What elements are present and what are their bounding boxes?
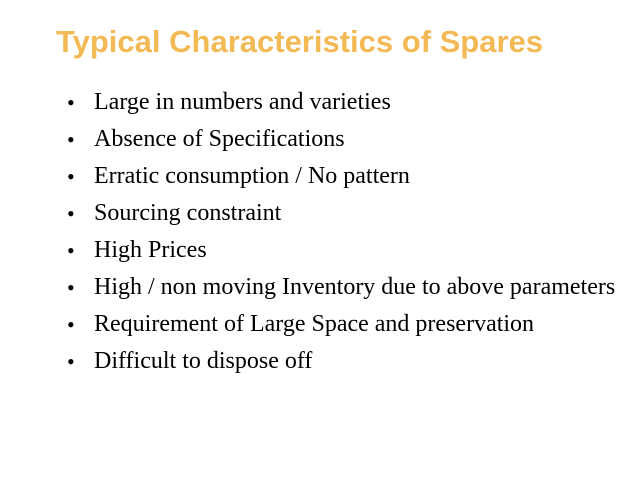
slide-title: Typical Characteristics of Spares [56, 24, 544, 59]
bullet-icon: • [67, 275, 75, 300]
list-item-text: High / non moving Inventory due to above parameters [94, 274, 616, 300]
list-item [60, 273, 620, 302]
list-item [60, 162, 620, 191]
bullet-icon: • [67, 127, 75, 152]
bullet-icon: • [67, 349, 75, 374]
list-item-text: High Prices [94, 237, 207, 263]
list-item [60, 125, 620, 154]
bullet-list [60, 88, 620, 384]
list-item [60, 199, 620, 228]
list-item-text: Absence of Specifications [94, 126, 345, 152]
bullet-icon: • [67, 238, 75, 263]
list-item-text: Large in numbers and varieties [94, 89, 391, 115]
list-item [60, 347, 620, 376]
list-item-text: Difficult to dispose off [94, 348, 313, 374]
list-item [60, 310, 620, 339]
list-item-text: Erratic consumption / No pattern [94, 163, 410, 189]
bullet-icon: • [67, 90, 75, 115]
bullet-icon: • [67, 201, 75, 226]
list-item [60, 236, 620, 265]
bullet-icon: • [67, 164, 75, 189]
bullet-icon: • [67, 312, 75, 337]
list-item-text: Requirement of Large Space and preservation [94, 311, 535, 337]
list-item-text: Sourcing constraint [94, 200, 282, 226]
list-item [60, 88, 620, 117]
